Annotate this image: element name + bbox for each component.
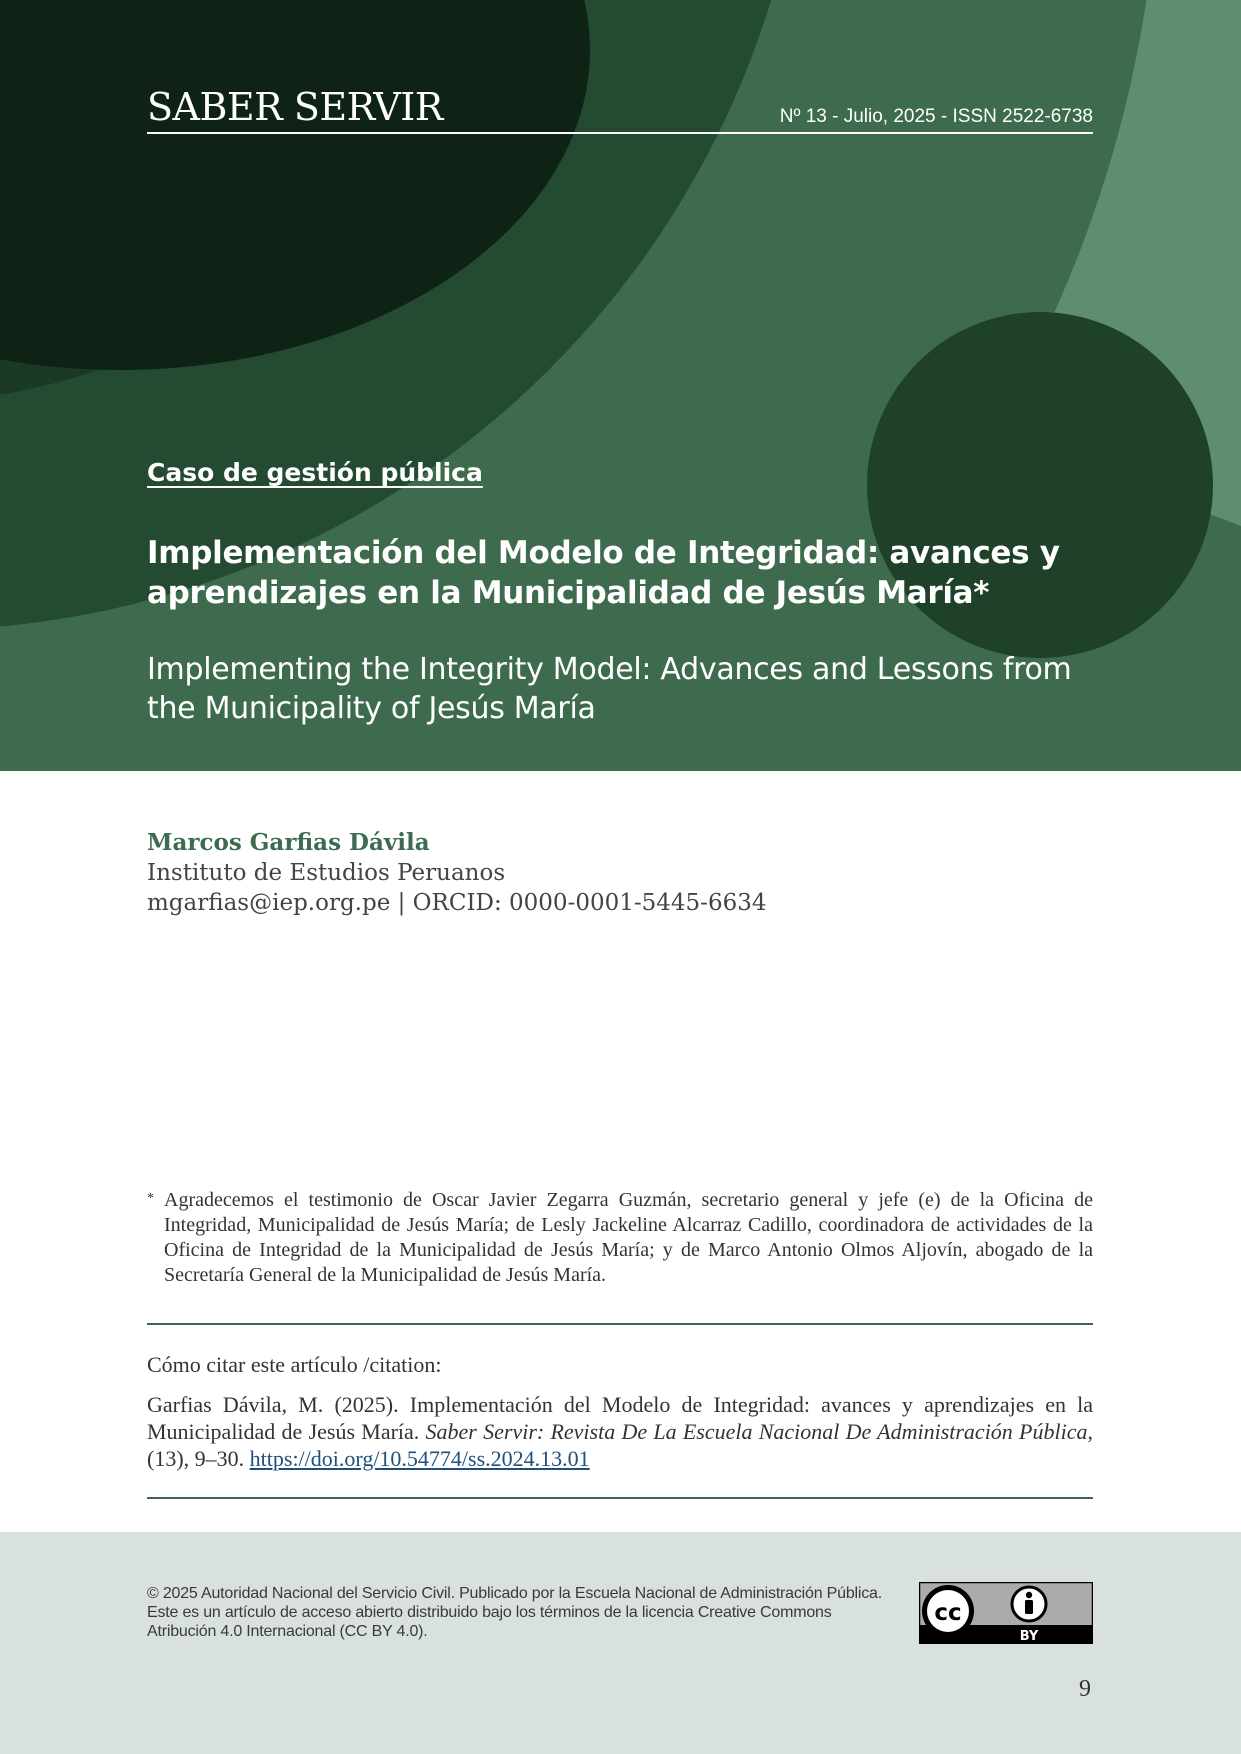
divider-top (147, 1323, 1093, 1325)
author-block (147, 828, 766, 918)
citation-volume: , (13), 9–30. (147, 1419, 1093, 1471)
article-title-spanish: Implementación del Modelo de Integridad: avances y aprendizajes en la Municipalidad de Jesús María* (147, 535, 1060, 611)
acknowledgement-footnote (147, 1188, 1093, 1288)
journal-name: SABER SERVIR (147, 85, 443, 129)
citation-body (147, 1391, 1093, 1472)
doi-link[interactable]: https://doi.org/10.54774/ss.2024.13.01 (249, 1446, 590, 1471)
by-label: BY (1019, 1629, 1039, 1644)
masthead (147, 84, 1093, 134)
article-title-english: Implementing the Integrity Model: Advances and Lessons from the Municipality of Jesús María (147, 652, 1072, 726)
divider-bottom (147, 1497, 1093, 1499)
cc-glyph: cc (934, 1600, 962, 1626)
page-number: 9 (1079, 1676, 1091, 1702)
issue-info: Nº 13 - Julio, 2025 - ISSN 2522-6738 (779, 106, 1093, 127)
author-contact: mgarfias@iep.org.pe | ORCID: 0000-0001-5445-6634 (147, 890, 767, 916)
citation-journal: Saber Servir: Revista De La Escuela Nacional De Administración Pública (425, 1419, 1088, 1444)
creative-commons-by-icon (919, 1582, 1093, 1644)
citation-label: Cómo citar este artículo /citation: (147, 1352, 442, 1377)
citation-text: Garfias Dávila, M. (2025). Implementación del Modelo de Integridad: avances y aprendizajes en la Municipalidad de Jesús María. (147, 1392, 1093, 1444)
footnote-mark: * (147, 1191, 154, 1206)
cc-by-badge[interactable] (919, 1582, 1093, 1644)
footnote-text: Agradecemos el testimonio de Oscar Javier Zegarra Guzmán, secretario general y jefe (e) de la Oficina de Integridad, Municipalidad de Jesús María; de Lesly Jackeline Alcarraz Cadillo, coordinadora de actividades de la Oficina de Integridad de la Municipalidad de Jesús María; y de Marco Antonio Olmos Aljovín, abogado de la Secretaría General de la Municipalidad de Jesús María. (164, 1189, 1093, 1286)
cover-hero (0, 0, 1241, 771)
author-institution: Instituto de Estudios Peruanos (147, 860, 506, 886)
section-label: Caso de gestión pública (147, 458, 483, 487)
license-text: © 2025 Autoridad Nacional del Servicio Civil. Publicado por la Escuela Nacional de Administración Pública. Este es un artículo de acceso abierto distribuido bajo los términos de la licencia Creative Commons Atribución 4.0 Internacional (CC BY 4.0). (147, 1585, 883, 1640)
author-name: Marcos Garfias Dávila (147, 829, 430, 856)
